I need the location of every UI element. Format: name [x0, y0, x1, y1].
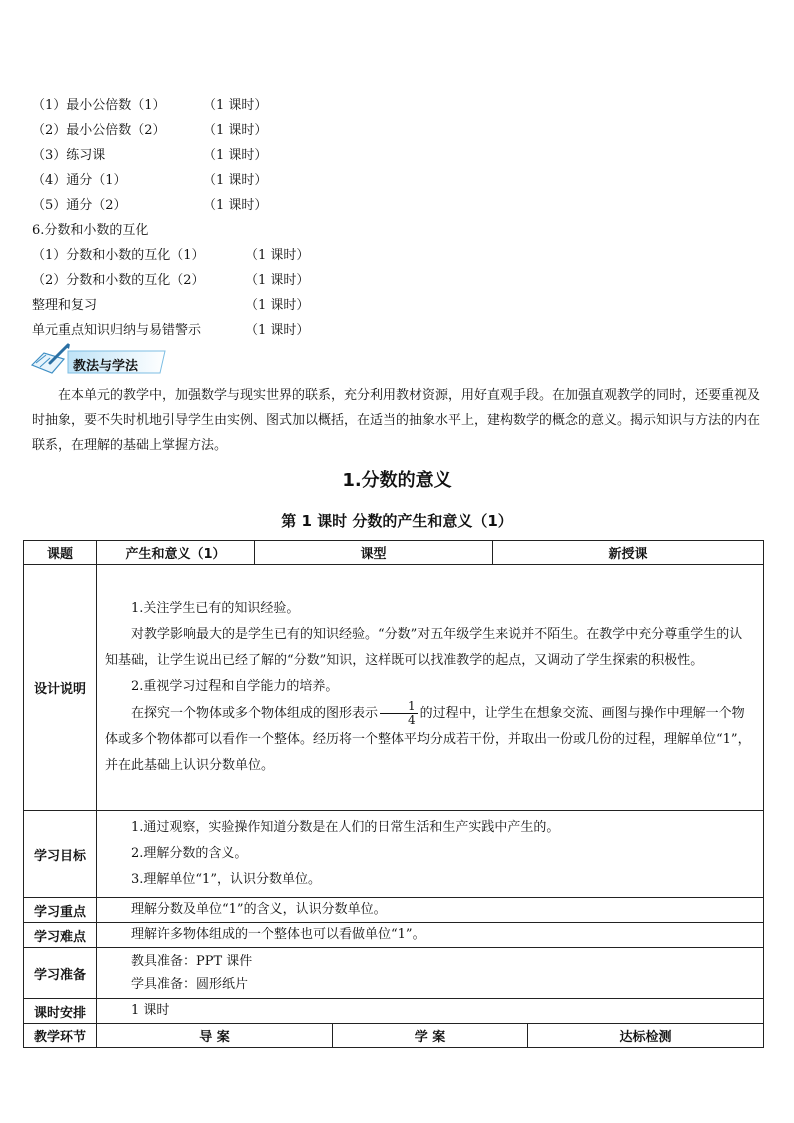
- design-point-2: 2.重视学习过程和自学能力的培养。: [131, 679, 339, 694]
- lesson-subtitle: 第 1 课时 分数的产生和意义（1）: [281, 512, 513, 530]
- table-row: [24, 923, 764, 948]
- table-row: [24, 948, 764, 999]
- method-text: 在本单元的教学中，加强数学与现实世界的联系，充分利用教材资源，用好直观手段。在加强直观教学的同时，还要重视及时抽象，要不失时机地引导学生由实例、图式加以概括，在适当的抽象水平上，建构数学的概念的意义。揭示知识与方法的内在联系，在理解的基础上掌握方法。: [32, 388, 761, 453]
- lesson-hours: （1 课时）: [203, 198, 268, 213]
- goal-item: 2.理解分数的含义。: [131, 846, 248, 861]
- study-header: 学 案: [333, 1024, 528, 1048]
- goals-label: 学习目标: [24, 811, 97, 898]
- lesson-hours: （1 课时）: [245, 273, 310, 288]
- method-paragraph: [32, 383, 764, 458]
- lesson-hours: （1 课时）: [203, 173, 268, 188]
- table-row: [24, 1024, 764, 1048]
- difficulty-content: 理解许多物体组成的一个整体也可以看做单位“1”。: [97, 923, 764, 948]
- table-row: [24, 541, 764, 565]
- difficulty-label: 学习难点: [24, 923, 97, 948]
- prep-item: 教具准备：PPT 课件: [131, 954, 253, 969]
- table-row: [24, 898, 764, 923]
- lesson-item: （1）最小公倍数（1）: [32, 98, 166, 113]
- lesson-item: 单元重点知识归纳与易错警示: [32, 323, 202, 338]
- guide-header: 导 案: [97, 1024, 333, 1048]
- prep-label: 学习准备: [24, 948, 97, 999]
- check-header: 达标检测: [528, 1024, 764, 1048]
- lesson-item: （1）分数和小数的互化（1）: [32, 248, 205, 263]
- schedule-content: 1 课时: [97, 999, 764, 1024]
- design-text-1: 对教学影响最大的是学生已有的知识经验。“分数”对五年级学生来说并不陌生。在教学中充分尊重学生的认知基础，让学生说出已经了解的“分数”知识，这样既可以找准教学的起点，又调动了学生探索的积极性。: [105, 627, 743, 668]
- lesson-hours: （1 课时）: [245, 298, 310, 313]
- topic-label: 课题: [24, 541, 97, 565]
- prep-item: 学具准备：圆形纸片: [131, 977, 249, 992]
- topic-value: 产生和意义（1）: [97, 541, 255, 565]
- lesson-plan-table: [23, 540, 764, 1048]
- design-text-2: 在探究一个物体或多个物体组成的图形表示 $\frac{1}{4}$ 的过程中，让学生在想象交流、画图与操作中理解一个物体或多个物体都可以看作一个整体。经历将一个整体平均分成若干份，并取出一份或几份的过程，理解单位“1”，并在此基础上认识分数单位。: [105, 699, 751, 773]
- lesson-item: （2）分数和小数的互化（2）: [32, 273, 205, 288]
- lesson-item: （3）练习课: [32, 148, 106, 163]
- type-label: 课型: [255, 541, 493, 565]
- goal-item: 3.理解单位“1”，认识分数单位。: [131, 872, 321, 887]
- banner-label: 教法与学法: [73, 359, 139, 374]
- lesson-item: （4）通分（1）: [32, 173, 127, 188]
- lesson-hours: （1 课时）: [203, 123, 268, 138]
- lesson-hours: （1 课时）: [245, 323, 310, 338]
- lesson-hours: （1 课时）: [203, 98, 268, 113]
- key-label: 学习重点: [24, 898, 97, 923]
- fraction: $\frac{1}{4}$: [380, 700, 418, 727]
- design-content: [97, 565, 764, 811]
- design-label: 设计说明: [24, 565, 97, 811]
- prep-content: [97, 948, 764, 999]
- page-title: 1.分数的意义: [342, 470, 452, 491]
- goals-content: [97, 811, 764, 898]
- table-row: [24, 811, 764, 898]
- key-content: 理解分数及单位“1”的含义，认识分数单位。: [97, 898, 764, 923]
- table-row: [24, 999, 764, 1024]
- lesson-item: （2）最小公倍数（2）: [32, 123, 166, 138]
- section-heading: 6.分数和小数的互化: [32, 223, 149, 238]
- phase-header: 教学环节: [24, 1024, 97, 1048]
- goal-item: 1.通过观察，实验操作知道分数是在人们的日常生活和生产实践中产生的。: [131, 820, 560, 835]
- design-point-1: 1.关注学生已有的知识经验。: [131, 601, 300, 616]
- type-value: 新授课: [493, 541, 764, 565]
- table-row: [24, 565, 764, 811]
- schedule-label: 课时安排: [24, 999, 97, 1024]
- lesson-hours: （1 课时）: [203, 148, 268, 163]
- lesson-hours: （1 课时）: [245, 248, 310, 263]
- lesson-item: （5）通分（2）: [32, 198, 127, 213]
- lesson-item: 整理和复习: [32, 298, 98, 313]
